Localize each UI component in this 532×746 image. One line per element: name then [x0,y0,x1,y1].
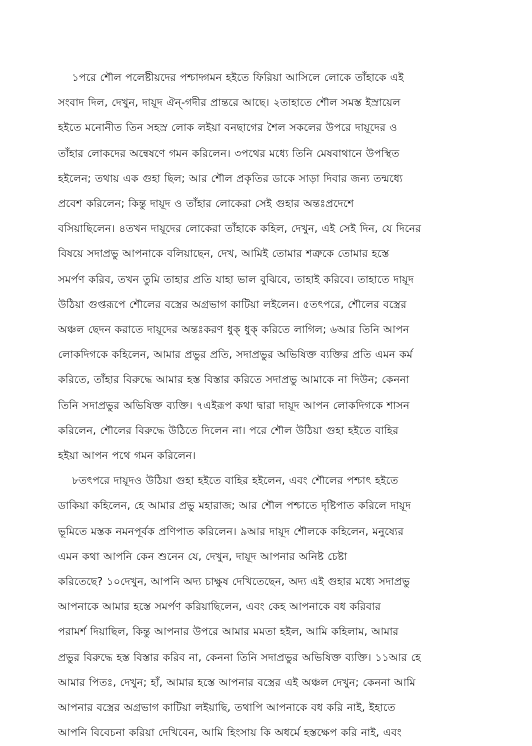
text-line: পরামর্শ দিয়াছিল, কিন্তু আপনার উপরে আমার মমতা হইল, আমি কহিলাম, আমার [58,626,399,639]
text-line: উঠিয়া গুপ্তরূপে শৌলের বস্ত্রের অগ্রভাগ কাটিয়া লইলেন। ৫তৎপরে, শৌলের বস্ত্রের [58,298,407,311]
text-line: বিষয়ে সদাপ্রভু আপনাকে বলিয়াছেন, দেখ, আমিই তোমার শত্রুকে তোমার হস্তে [58,248,390,261]
text-line: তাঁহার লোকদের অন্বেষণে গমন করিলেন। ৩পথের মধ্যে তিনি মেষবাথানে উপস্থিত [58,147,400,160]
text-line: ৮তৎপরে দায়ূদও উঠিয়া গুহা হইতে বাহির হইলেন, এবং শৌলের পশ্চাৎ হইতে [72,475,399,488]
text-line: আপনার বস্ত্রের অগ্রভাগ কাটিয়া লইয়াছি, তথাপি আপনাকে বধ করি নাই, ইহাতে [58,702,396,715]
text-line: করিতে, তাঁহার বিরুদ্ধে আমার হস্ত বিস্তার করিতে সদাপ্রভু আমাকে না দিউন; কেননা [58,374,410,387]
text-line: করিতেছে? ১০দেখুন, আপনি অদ্য চাক্ষুষ দেখিতেছেন, অদ্য এই গুহার মধ্যে সদাপ্রভু [58,576,410,589]
paragraph-2 [58,469,474,746]
text-line: অঞ্চল ছেদন করাতে দায়ূদের অন্তঃকরণ ধুক্‌ ধুক্‌ করিতে লাগিল; ৬আর তিনি আপন [58,324,410,337]
text-line: সংবাদ দিল, দেখুন, দায়ূদ ঐন্‌-গদীর প্রান্তরে আছে। ২তাহাতে শৌল সমস্ত ইস্রায়েল [58,97,401,110]
text-line: আমার পিতঃ, দেখুন; হাঁ, আমার হস্তে আপনার বস্ত্রের এই অঞ্চল দেখুন; কেননা আমি [58,676,416,689]
text-line: বসিয়াছিলেন। ৪তখন দায়ূদের লোকেরা তাঁহাকে কহিল, দেখুন, এই সেই দিন, যে দিনের [58,223,422,236]
text-line: আপনাকে আমার হস্তে সমর্পণ করিয়াছিলেন, এবং কেহ আপনাকে বধ করিবার [58,601,381,614]
text-line: এমন কথা আপনি কেন শুনেন যে, দেখুন, দায়ূদ আপনার অনিষ্ট চেষ্টা [58,550,348,563]
text-line: হইয়া আপন পথে গমন করিলেন। [58,450,196,463]
text-line: ডাকিয়া কহিলেন, হে আমার প্রভু মহারাজ; আর শৌল পশ্চাতে দৃষ্টিপাত করিলে দায়ূদ [58,500,411,513]
text-line: আপনি বিবেচনা করিয়া দেখিবেন, আমি হিংসায় কি অধর্মে হস্তক্ষেপ করি নাই, এবং [58,727,402,740]
text-line: প্রবেশ করিলেন; কিন্তু দায়ূদ ও তাঁহার লোকেরা সেই গুহার অন্তঃপ্রদেশে [58,198,354,211]
paragraph-1 [58,66,474,469]
text-line: প্রভুর বিরুদ্ধে হস্ত বিস্তার করিব না, কেননা তিনি সদাপ্রভুর অভিষিক্ত ব্যক্তি। ১১আর হে [58,651,421,664]
text-line: হইলেন; তথায় এক গুহা ছিল; আর শৌল প্রকৃতির ডাকে সাড়া দিবার জন্য তন্মধ্যে [58,172,403,185]
text-line: তিনি সদাপ্রভুর অভিষিক্ত ব্যক্তি। ৭এইরূপ কথা দ্বারা দায়ূদ আপন লোকদিগকে শাসন [58,399,410,412]
text-line: ১পরে শৌল পলেষ্টীয়দের পশ্চাদ্গমন হইতে ফিরিয়া আসিলে লোকে তাঁহাকে এই [72,72,404,84]
text-line: করিলেন, শৌলের বিরুদ্ধে উঠিতে দিলেন না। পরে শৌল উঠিয়া গুহা হইতে বাহির [58,424,399,437]
text-line: ভূমিতে মস্তক নমনপূর্বক প্রণিপাত করিলেন। ৯আর দায়ূদ শৌলকে কহিলেন, মনুষ্যের [58,525,404,538]
text-line: সমর্পণ করিব, তখন তুমি তাহার প্রতি যাহা ভাল বুঝিবে, তাহাই করিবে। তাহাতে দায়ূদ [58,273,414,286]
text-line: হইতে মনোনীত তিন সহস্র লোক লইয়া বনছাগের শৈল সকলের উপরে দায়ূদের ও [58,122,398,135]
text-line: লোকদিগকে কহিলেন, আমার প্রভুর প্রতি, সদাপ্রভুর অভিষিক্ত ব্যক্তির প্রতি এমন কর্ম [58,349,413,362]
